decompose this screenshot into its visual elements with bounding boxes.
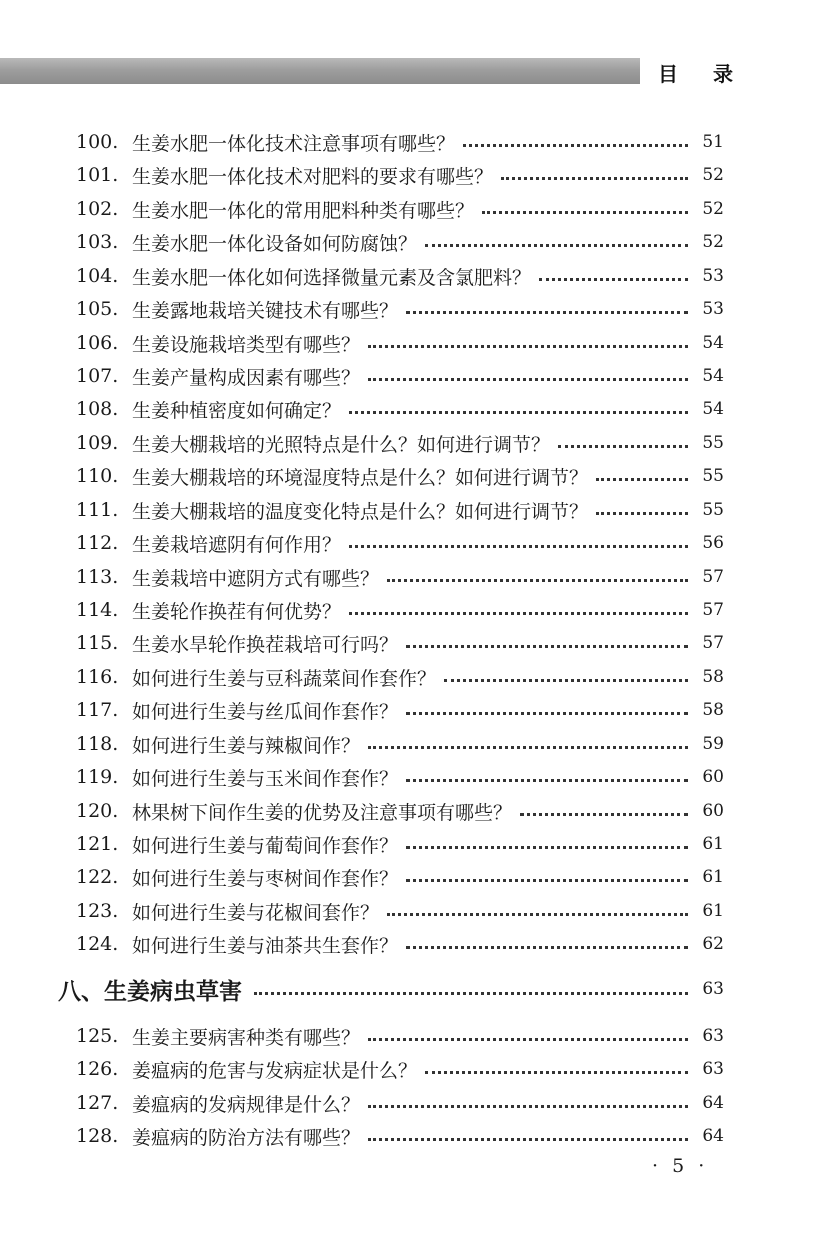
entry-number: 106.	[76, 332, 119, 354]
toc-entry[interactable]	[76, 1054, 724, 1084]
entry-title: 生姜大棚栽培的环境湿度特点是什么？如何进行调节？	[132, 466, 589, 489]
header-bar	[0, 58, 640, 84]
entry-number: 116.	[76, 666, 119, 688]
entry-number: 122.	[76, 866, 119, 888]
entry-page: 54	[702, 333, 724, 353]
entry-title: 林果树下间作生姜的优势及注意事项有哪些？	[132, 801, 513, 824]
dot-leader	[368, 746, 688, 749]
dot-leader	[406, 712, 688, 715]
entry-number: 104.	[76, 265, 119, 287]
entry-page: 57	[702, 600, 724, 620]
entry-title: 生姜水肥一体化技术对肥料的要求有哪些？	[132, 165, 494, 188]
entry-title: 姜瘟病的危害与发病症状是什么？	[132, 1059, 418, 1082]
dot-leader	[406, 645, 688, 648]
toc-entry[interactable]	[76, 862, 724, 892]
entry-number: 123.	[76, 900, 119, 922]
entry-number: 125.	[76, 1025, 119, 1047]
toc-entry[interactable]	[76, 227, 724, 257]
toc-entry[interactable]	[76, 394, 724, 424]
entry-page: 61	[702, 834, 724, 854]
entry-page: 54	[702, 366, 724, 386]
toc-entry[interactable]	[76, 562, 724, 592]
dot-leader	[368, 345, 688, 348]
entry-title: 生姜栽培中遮阴方式有哪些？	[132, 567, 380, 590]
toc-entry[interactable]	[76, 662, 724, 692]
dot-leader	[368, 1038, 688, 1041]
entry-page: 61	[702, 867, 724, 887]
toc-entry[interactable]	[76, 628, 724, 658]
toc-entry[interactable]	[76, 1121, 724, 1151]
entry-title: 如何进行生姜与丝瓜间作套作？	[132, 700, 399, 723]
dot-leader	[368, 1138, 688, 1141]
dot-leader	[425, 1071, 688, 1074]
toc-entry[interactable]	[76, 495, 724, 525]
dot-leader	[254, 992, 688, 995]
toc-entry[interactable]	[76, 160, 724, 190]
entry-number: 109.	[76, 432, 119, 454]
entry-number: 117.	[76, 699, 119, 721]
entry-page: 53	[702, 299, 724, 319]
entry-number: 126.	[76, 1058, 119, 1080]
toc-entry[interactable]	[76, 127, 724, 157]
entry-number: 101.	[76, 164, 119, 186]
entry-page: 52	[702, 165, 724, 185]
entry-page: 58	[702, 667, 724, 687]
entry-page: 64	[702, 1093, 724, 1113]
entry-title: 如何进行生姜与豆科蔬菜间作套作？	[132, 667, 437, 690]
toc-entry[interactable]	[76, 328, 724, 358]
entry-page: 52	[702, 232, 724, 252]
entry-number: 107.	[76, 365, 119, 387]
dot-leader	[349, 411, 688, 414]
entry-number: 114.	[76, 599, 119, 621]
entry-page: 51	[702, 132, 724, 152]
dot-leader	[349, 612, 688, 615]
entry-title: 生姜水肥一体化如何选择微量元素及含氯肥料？	[132, 266, 532, 289]
entry-page: 58	[702, 700, 724, 720]
entry-number: 105.	[76, 298, 119, 320]
entry-title: 生姜水肥一体化的常用肥料种类有哪些？	[132, 199, 475, 222]
section-title: 八、生姜病虫草害	[58, 978, 242, 1005]
toc-entry[interactable]	[76, 829, 724, 859]
entry-title: 生姜轮作换茬有何优势？	[132, 600, 342, 623]
dot-leader	[482, 211, 688, 214]
toc-entry[interactable]	[76, 896, 724, 926]
dot-leader	[558, 445, 688, 448]
dot-leader	[520, 813, 688, 816]
entry-number: 120.	[76, 800, 119, 822]
entry-title: 如何进行生姜与花椒间套作？	[132, 901, 380, 924]
entry-title: 姜瘟病的防治方法有哪些？	[132, 1126, 361, 1149]
toc-entry[interactable]	[76, 294, 724, 324]
entry-number: 121.	[76, 833, 119, 855]
toc-entry[interactable]	[76, 729, 724, 759]
entry-title: 如何进行生姜与枣树间作套作？	[132, 867, 399, 890]
toc-entry[interactable]	[76, 1021, 724, 1051]
entry-title: 如何进行生姜与辣椒间作？	[132, 734, 361, 757]
entry-page: 64	[702, 1126, 724, 1146]
dot-leader	[406, 311, 688, 314]
entry-title: 如何进行生姜与玉米间作套作？	[132, 767, 399, 790]
entry-number: 111.	[76, 499, 119, 521]
toc-entry[interactable]	[76, 428, 724, 458]
entry-page: 55	[702, 500, 724, 520]
toc-entry[interactable]	[76, 796, 724, 826]
entry-page: 52	[702, 199, 724, 219]
entry-page: 54	[702, 399, 724, 419]
entry-page: 59	[702, 734, 724, 754]
entry-number: 112.	[76, 532, 119, 554]
toc-entry[interactable]	[76, 929, 724, 959]
entry-title: 如何进行生姜与葡萄间作套作？	[132, 834, 399, 857]
page-number: · 5 ·	[652, 1155, 709, 1177]
entry-title: 生姜水肥一体化技术注意事项有哪些？	[132, 132, 456, 155]
section-heading[interactable]	[58, 972, 724, 1006]
dot-leader	[596, 478, 688, 481]
dot-leader	[463, 144, 688, 147]
toc-entry[interactable]	[76, 461, 724, 491]
entry-number: 110.	[76, 465, 119, 487]
entry-page: 57	[702, 567, 724, 587]
entry-page: 53	[702, 266, 724, 286]
toc-entry[interactable]	[76, 1088, 724, 1118]
dot-leader	[349, 545, 688, 548]
dot-leader	[539, 278, 688, 281]
entry-page: 57	[702, 633, 724, 653]
dot-leader	[387, 913, 688, 916]
entry-page: 61	[702, 901, 724, 921]
dot-leader	[406, 846, 688, 849]
entry-title: 如何进行生姜与油茶共生套作？	[132, 934, 399, 957]
entry-page: 56	[702, 533, 724, 553]
entry-page: 63	[702, 1059, 724, 1079]
entry-page: 62	[702, 934, 724, 954]
toc-entry[interactable]	[76, 361, 724, 391]
entry-title: 生姜露地栽培关键技术有哪些？	[132, 299, 399, 322]
entry-page: 60	[702, 767, 724, 787]
dot-leader	[501, 177, 688, 180]
header-title: 目 录	[658, 62, 747, 86]
entry-number: 118.	[76, 733, 119, 755]
entry-title: 生姜种植密度如何确定？	[132, 399, 342, 422]
section-page: 63	[702, 979, 724, 999]
entry-title: 生姜大棚栽培的光照特点是什么？如何进行调节？	[132, 433, 551, 456]
entry-title: 生姜水肥一体化设备如何防腐蚀？	[132, 232, 418, 255]
entry-number: 102.	[76, 198, 119, 220]
entry-title: 姜瘟病的发病规律是什么？	[132, 1093, 361, 1116]
entry-title: 生姜设施栽培类型有哪些？	[132, 333, 361, 356]
entry-page: 60	[702, 801, 724, 821]
entry-title: 生姜大棚栽培的温度变化特点是什么？如何进行调节？	[132, 500, 589, 523]
entry-number: 108.	[76, 398, 119, 420]
entry-page: 55	[702, 466, 724, 486]
entry-title: 生姜栽培遮阴有何作用？	[132, 533, 342, 556]
entry-number: 119.	[76, 766, 119, 788]
dot-leader	[368, 378, 688, 381]
entry-number: 100.	[76, 131, 119, 153]
entry-title: 生姜主要病害种类有哪些？	[132, 1026, 361, 1049]
toc-entry[interactable]	[76, 595, 724, 625]
entry-number: 124.	[76, 933, 119, 955]
dot-leader	[425, 244, 688, 247]
entry-title: 生姜水旱轮作换茬栽培可行吗？	[132, 633, 399, 656]
dot-leader	[406, 879, 688, 882]
dot-leader	[406, 779, 688, 782]
entry-title: 生姜产量构成因素有哪些？	[132, 366, 361, 389]
entry-page: 63	[702, 1026, 724, 1046]
entry-page: 55	[702, 433, 724, 453]
dot-leader	[444, 679, 688, 682]
entry-number: 127.	[76, 1092, 119, 1114]
toc-entry[interactable]	[76, 194, 724, 224]
entry-number: 128.	[76, 1125, 119, 1147]
dot-leader	[596, 512, 688, 515]
toc-entry[interactable]	[76, 261, 724, 291]
entry-number: 113.	[76, 566, 119, 588]
entry-number: 103.	[76, 231, 119, 253]
toc-entry[interactable]	[76, 528, 724, 558]
entry-number: 115.	[76, 632, 119, 654]
toc-entry[interactable]	[76, 695, 724, 725]
dot-leader	[387, 579, 688, 582]
dot-leader	[368, 1105, 688, 1108]
toc-entry[interactable]	[76, 762, 724, 792]
dot-leader	[406, 946, 688, 949]
